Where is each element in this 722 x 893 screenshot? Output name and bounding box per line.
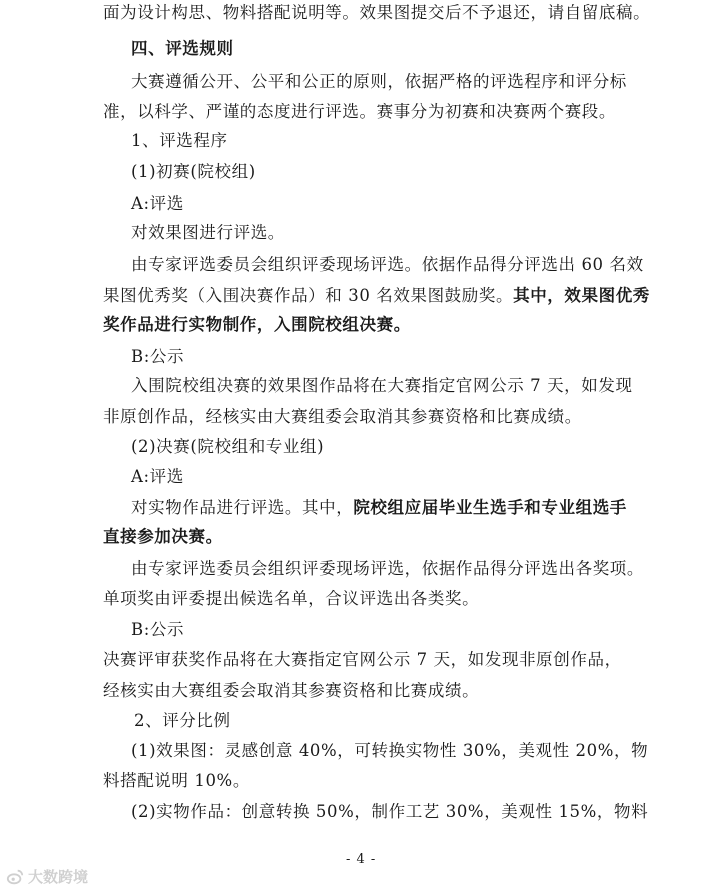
- text-line: [131, 161, 256, 183]
- text-line: [103, 314, 411, 336]
- text-segment: 对效果图进行评选。: [131, 223, 285, 242]
- text-line: [131, 740, 648, 762]
- text-segment: 四、评选规则: [131, 39, 234, 58]
- text-segment: 奖作品进行实物制作，入围院校组决赛。: [103, 315, 411, 334]
- text-line: [103, 2, 650, 24]
- text-segment: (2)决赛(院校组和专业组): [131, 437, 325, 456]
- text-line: [131, 130, 228, 152]
- text-segment: 1、评选程序: [131, 131, 228, 150]
- text-segment: 其中，效果图优秀: [513, 286, 650, 305]
- text-segment: 料搭配说明 10%。: [103, 771, 250, 790]
- text-segment: 面为设计构思、物料搭配说明等。效果图提交后不予退还，请自留底稿。: [103, 3, 651, 22]
- text-segment: 由专家评选委员会组织评委现场评选。依据作品得分评选出 60 名效: [131, 255, 644, 274]
- text-line: [103, 285, 650, 307]
- text-segment: 果图优秀奖（入围决赛作品）和 30 名效果图鼓励奖。: [103, 286, 514, 305]
- text-line: [131, 466, 184, 488]
- text-line: [131, 436, 324, 458]
- text-segment: (1)初赛(院校组): [131, 162, 256, 181]
- text-line: [103, 649, 622, 671]
- text-line: [134, 710, 231, 732]
- text-segment: A:评选: [131, 467, 184, 486]
- text-line: [131, 801, 648, 823]
- text-line: [103, 101, 616, 123]
- text-segment: (1)效果图：灵感创意 40%，可转换实物性 30%，美观性 20%，物: [131, 741, 649, 760]
- text-segment: B:公示: [131, 347, 185, 366]
- text-segment: 直接参加决赛。: [103, 527, 223, 546]
- text-line: [131, 71, 627, 93]
- watermark-text: 大数跨境: [28, 868, 89, 886]
- watermark: [6, 866, 88, 887]
- text-line: [131, 497, 627, 519]
- text-line: [103, 680, 479, 702]
- text-segment: 2、评分比例: [134, 711, 231, 730]
- weibo-logo-icon: [6, 868, 24, 886]
- text-line: [103, 526, 223, 548]
- text-segment: 对实物作品进行评选。其中，: [131, 498, 354, 517]
- text-line: [103, 770, 250, 792]
- text-segment: (2)实物作品：创意转换 50%，制作工艺 30%，美观性 15%，物料: [131, 802, 649, 821]
- text-line: [131, 375, 633, 397]
- page-number: - 4 -: [346, 852, 377, 867]
- text-line: [131, 38, 234, 60]
- text-segment: 决赛评审获奖作品将在大赛指定官网公示 7 天，如发现非原创作品，: [103, 650, 622, 669]
- text-segment: 经核实由大赛组委会取消其参赛资格和比赛成绩。: [103, 681, 480, 700]
- text-line: [131, 346, 184, 368]
- text-segment: 准，以科学、严谨的态度进行评选。赛事分为初赛和决赛两个赛段。: [103, 102, 616, 121]
- text-segment: 由专家评选委员会组织评委现场评选，依据作品得分评选出各奖项。: [131, 559, 644, 578]
- text-line: [131, 254, 644, 276]
- text-segment: B:公示: [131, 620, 185, 639]
- text-line: [131, 558, 644, 580]
- text-line: [131, 619, 184, 641]
- text-line: [103, 406, 582, 428]
- text-line: [131, 222, 285, 244]
- text-segment: 单项奖由评委提出候选名单，合议评选出各类奖。: [103, 589, 480, 608]
- text-segment: A:评选: [131, 194, 184, 213]
- text-segment: 入围院校组决赛的效果图作品将在大赛指定官网公示 7 天，如发现: [131, 376, 633, 395]
- text-segment: 非原创作品，经核实由大赛组委会取消其参赛资格和比赛成绩。: [103, 407, 582, 426]
- text-line: [131, 193, 184, 215]
- text-segment: 大赛遵循公开、公平和公正的原则，依据严格的评选程序和评分标: [131, 72, 627, 91]
- text-segment: 院校组应届毕业生选手和专业组选手: [353, 498, 627, 517]
- text-line: [103, 588, 479, 610]
